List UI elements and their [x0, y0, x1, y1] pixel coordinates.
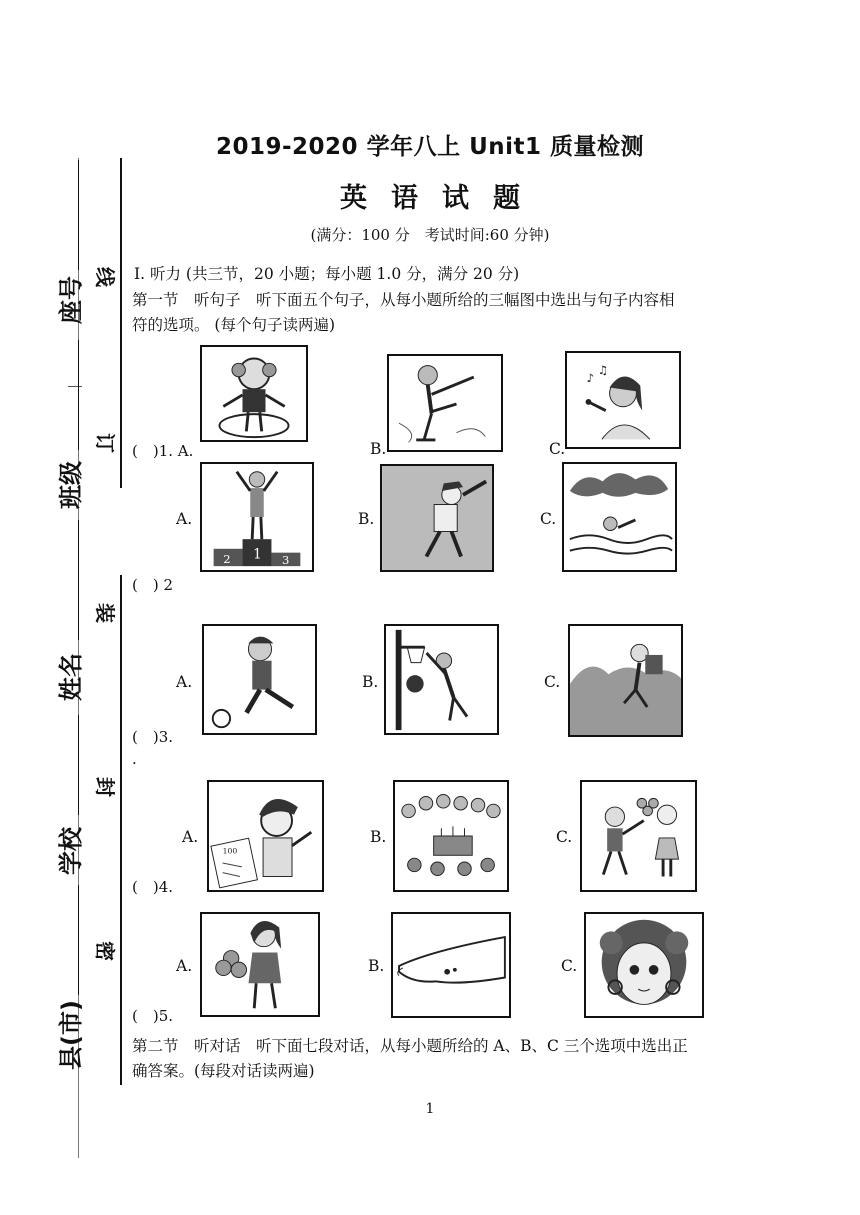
binding-line-bottom [120, 575, 122, 1085]
q5-picture-b [391, 912, 511, 1018]
q3-picture-c [568, 624, 683, 737]
q5-number: ( )5. [132, 1007, 174, 1025]
svg-text:♫: ♫ [598, 363, 609, 378]
q3-option-b: B. [362, 673, 379, 691]
q3-option-a: A. [176, 673, 193, 691]
binding-char-staple: 订 [93, 433, 117, 453]
podium-number-3: 3 [282, 553, 290, 568]
q5-picture-a [200, 912, 320, 1017]
q3-picture-a [202, 624, 317, 735]
q3-picture-b [384, 624, 499, 735]
section1-instruction-line2: 符的选项。 (每个句子读两遍) [132, 316, 336, 334]
q1-option-b: B. [370, 440, 387, 458]
subject-title: 英语试题 [340, 183, 544, 214]
section2-instruction-line2: 确答案。(每段对话读两遍) [132, 1062, 315, 1080]
podium-number-1: 1 [253, 546, 262, 563]
q4-option-c: C. [556, 828, 573, 846]
exam-info: (满分：100 分 考试时间:60 分钟) [310, 226, 550, 244]
q4-number: ( )4. [132, 878, 174, 896]
q4-picture-b [393, 780, 509, 892]
q3-number: ( )3. [132, 728, 174, 746]
school-label: 学校 [57, 827, 85, 875]
q4-picture-a [207, 780, 324, 892]
q1-picture-a [200, 345, 308, 442]
class-label: 班级 [57, 461, 85, 509]
svg-text:♪: ♪ [586, 370, 594, 385]
q4-picture-c [580, 780, 697, 892]
binding-char-secret: 密 [93, 941, 117, 961]
q2-picture-b [380, 464, 494, 572]
page-number: 1 [425, 1101, 435, 1117]
section1-heading: Ⅰ. 听力 (共三节，20 小题；每小题 1.0 分，满分 20 分) [134, 265, 520, 283]
q5-option-b: B. [368, 957, 385, 975]
q1-picture-b [387, 354, 503, 452]
q1-option-c: C. [549, 440, 566, 458]
exam-title: 2019-2020 学年八上 Unit1 质量检测 [215, 134, 645, 160]
q2-picture-a [200, 462, 314, 572]
q1-number: ( )1. A. [132, 442, 194, 460]
binding-char-bind: 装 [93, 603, 117, 623]
q1-picture-c [565, 351, 681, 449]
q2-picture-c [562, 462, 677, 572]
county-label: 县(市) [57, 1000, 85, 1070]
q2-option-b: B. [358, 510, 375, 528]
q2-number: ( ) 2 [132, 576, 174, 594]
q5-option-a: A. [176, 957, 193, 975]
binding-char-seal: 封 [93, 777, 117, 797]
q3-option-c: C. [544, 673, 561, 691]
q4-option-b: B. [370, 828, 387, 846]
q4-option-a: A. [182, 828, 199, 846]
section2-instruction-line1: 第二节 听对话 听下面七段对话，从每小题所给的 A、B、C 三个选项中选出正 [132, 1037, 688, 1055]
stray-dot: . [132, 750, 137, 768]
seat-number-label: 座号 [57, 276, 85, 324]
binding-char-line: 线 [93, 267, 117, 287]
q5-picture-c [584, 912, 704, 1018]
q5-option-c: C. [561, 957, 578, 975]
section1-instruction-line1: 第一节 听句子 听下面五个句子，从每小题所给的三幅图中选出与句子内容相 [132, 291, 675, 309]
name-label: 姓名 [57, 653, 85, 701]
paper-score: 100 [222, 846, 238, 856]
q2-option-c: C. [540, 510, 557, 528]
q2-option-a: A. [176, 510, 193, 528]
podium-number-2: 2 [223, 552, 231, 567]
